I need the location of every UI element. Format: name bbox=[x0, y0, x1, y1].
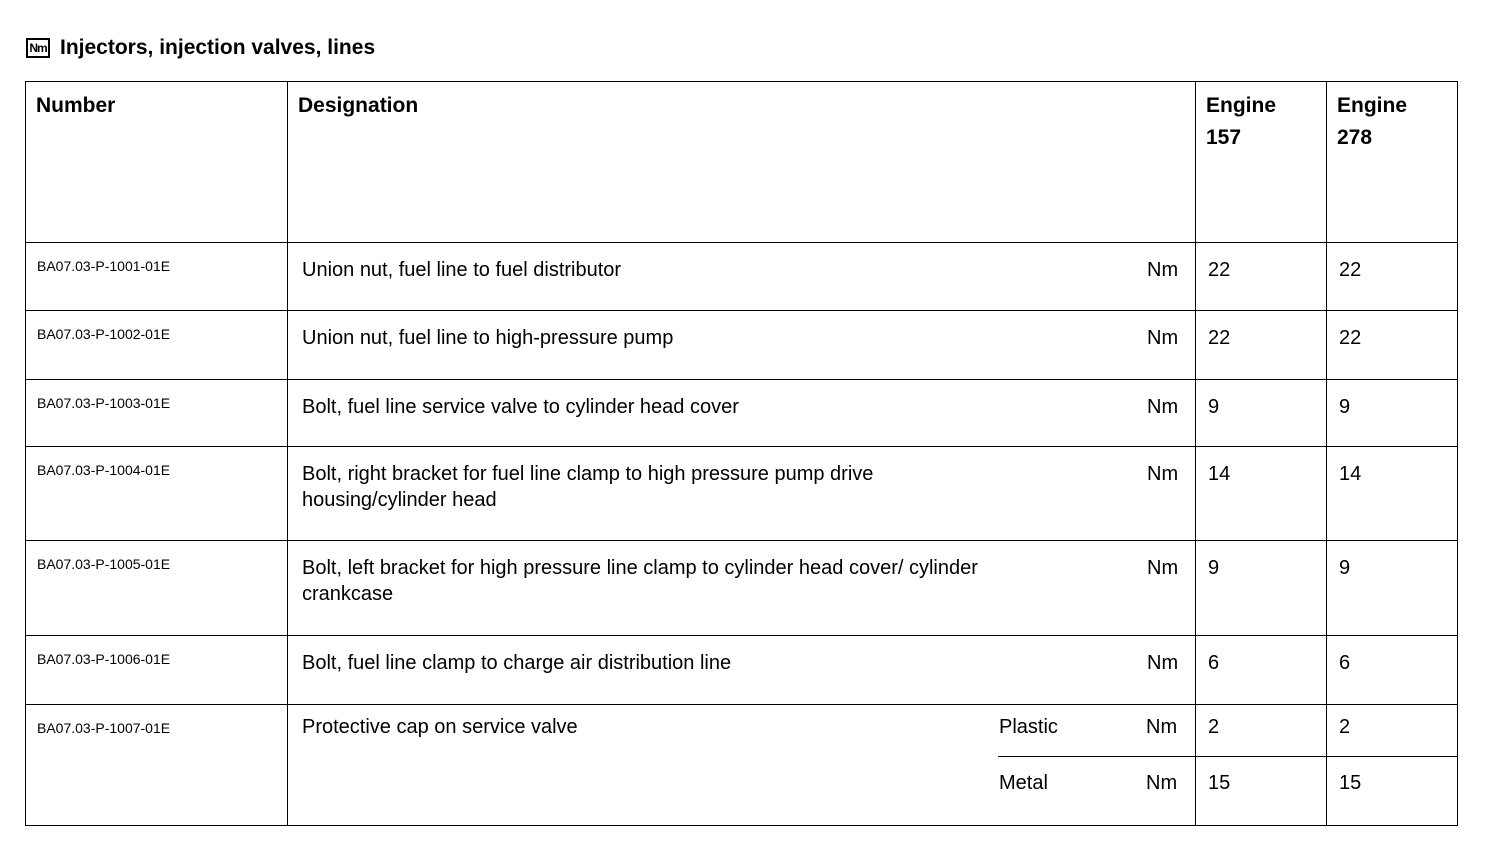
row-engine-278-value: 22 bbox=[1327, 243, 1458, 311]
row-designation: Bolt, left bracket for high pressure line clamp to cylinder head cover/ cylinder crankcase bbox=[302, 557, 978, 605]
row-unit: Nm bbox=[1146, 772, 1178, 794]
row-engine-278-value: 9 bbox=[1327, 380, 1458, 447]
table-row bbox=[26, 243, 1458, 311]
row-designation: Bolt, fuel line service valve to cylinder head cover bbox=[302, 396, 739, 418]
row-engine-157-value: 6 bbox=[1196, 636, 1327, 705]
row-engine-278-value: 14 bbox=[1327, 447, 1458, 541]
header-engine-278: Engine 278 bbox=[1327, 82, 1458, 243]
table-row bbox=[26, 636, 1458, 705]
header-engine-157: Engine 157 bbox=[1196, 82, 1327, 243]
row-unit: Nm bbox=[1147, 327, 1179, 349]
row-unit: Nm bbox=[1147, 259, 1179, 281]
row-engine-157-value: 9 bbox=[1196, 541, 1327, 636]
row-number: BA07.03-P-1002-01E bbox=[26, 311, 288, 380]
section-title bbox=[26, 36, 375, 60]
variant-material-metal: Metal bbox=[999, 772, 1048, 794]
variant-divider bbox=[998, 756, 1195, 757]
header-designation: Designation bbox=[288, 82, 1196, 243]
torque-spec-table bbox=[25, 81, 1458, 826]
row-number: BA07.03-P-1001-01E bbox=[26, 243, 288, 311]
row-engine-278-value: 2 bbox=[1339, 716, 1351, 738]
row-number: BA07.03-P-1004-01E bbox=[26, 447, 288, 541]
row-unit: Nm bbox=[1147, 396, 1179, 418]
row-number: BA07.03-P-1005-01E bbox=[26, 541, 288, 636]
variant-material-plastic: Plastic bbox=[999, 716, 1058, 738]
row-engine-157-value: 14 bbox=[1196, 447, 1327, 541]
row-unit: Nm bbox=[1146, 716, 1178, 738]
row-engine-278-value: 9 bbox=[1327, 541, 1458, 636]
variant-divider bbox=[1196, 756, 1326, 757]
table-row bbox=[26, 447, 1458, 541]
row-engine-157-value: 2 bbox=[1208, 716, 1220, 738]
row-number: BA07.03-P-1007-01E bbox=[26, 705, 288, 826]
header-number: Number bbox=[26, 82, 288, 243]
row-engine-157-value: 9 bbox=[1196, 380, 1327, 447]
row-engine-278-value: 6 bbox=[1327, 636, 1458, 705]
row-designation: Bolt, fuel line clamp to charge air distribution line bbox=[302, 652, 732, 674]
torque-nm-icon: Nm bbox=[26, 38, 50, 58]
row-number: BA07.03-P-1006-01E bbox=[26, 636, 288, 705]
table-row bbox=[26, 541, 1458, 636]
section-title-text: Injectors, injection valves, lines bbox=[60, 36, 376, 59]
row-engine-278-value: 15 bbox=[1339, 772, 1362, 794]
row-engine-278-value: 22 bbox=[1327, 311, 1458, 380]
variant-divider bbox=[1327, 756, 1457, 757]
row-designation: Union nut, fuel line to fuel distributor bbox=[302, 259, 622, 281]
row-number: BA07.03-P-1003-01E bbox=[26, 380, 288, 447]
row-unit: Nm bbox=[1147, 463, 1179, 485]
row-designation: Bolt, right bracket for fuel line clamp to high pressure pump drive housing/cylinder head bbox=[302, 463, 874, 511]
table-row bbox=[26, 311, 1458, 380]
row-engine-157-value: 22 bbox=[1196, 311, 1327, 380]
table-row bbox=[26, 705, 1458, 826]
row-unit: Nm bbox=[1147, 652, 1179, 674]
table-header-row bbox=[26, 82, 1458, 243]
row-designation: Union nut, fuel line to high-pressure pump bbox=[302, 327, 674, 349]
row-engine-157-value: 15 bbox=[1208, 772, 1231, 794]
row-engine-157-value: 22 bbox=[1196, 243, 1327, 311]
table-row bbox=[26, 380, 1458, 447]
row-designation: Protective cap on service valve bbox=[302, 716, 578, 738]
row-unit: Nm bbox=[1147, 557, 1179, 579]
